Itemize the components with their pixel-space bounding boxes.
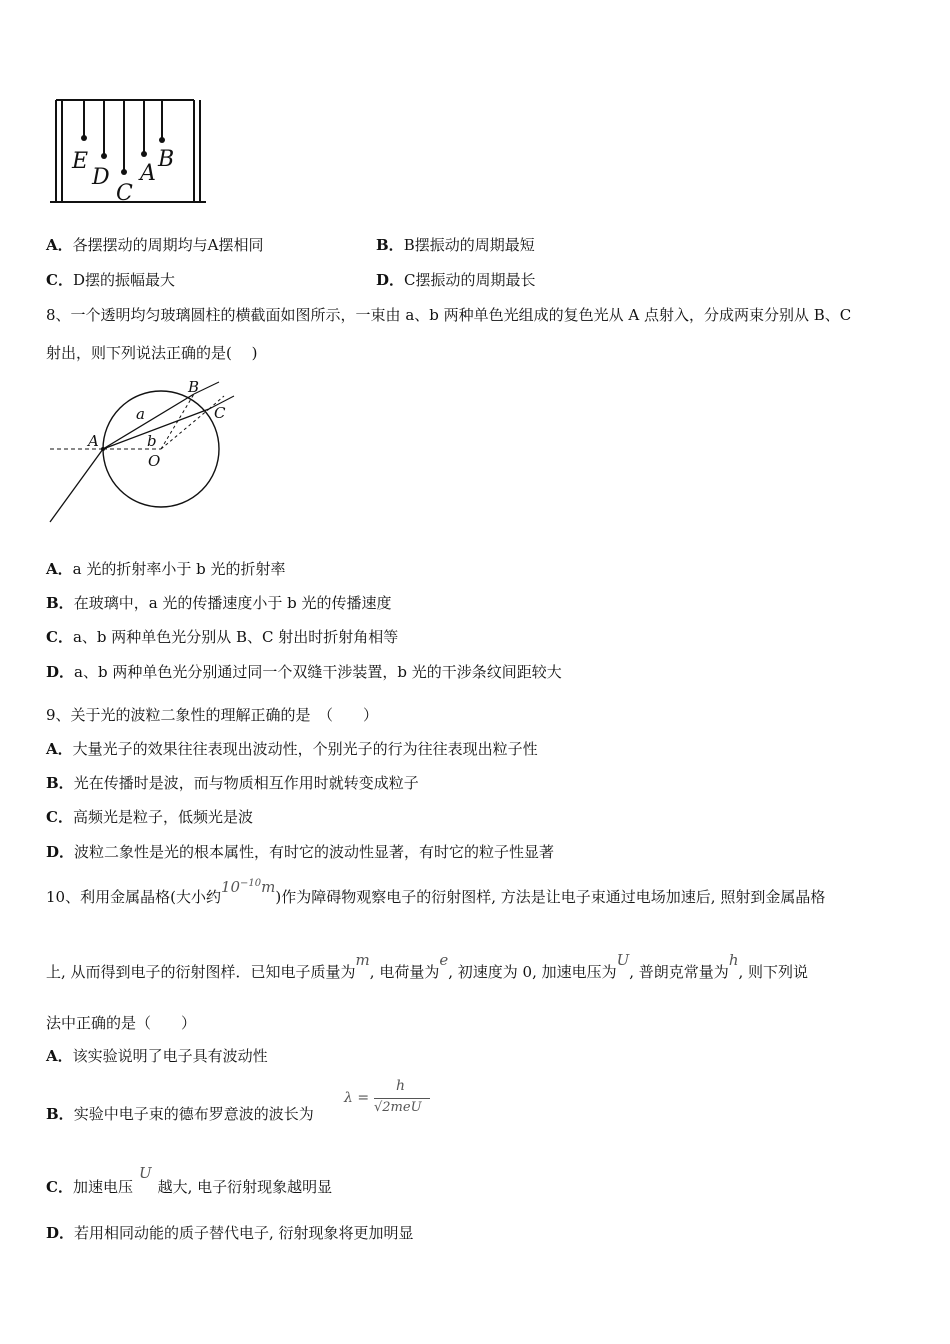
q10-option-a[interactable]: A．该实验说明了电子具有波动性: [46, 1047, 268, 1065]
q10-stem-line1: 10、利用金属晶格(大小约$10^{-10}m$)作为障碍物观察电子的衍射图样, 方法是让电子束通过电场加速后, 照射到金属晶格: [46, 878, 826, 906]
label-e: E: [72, 149, 89, 174]
q7-option-a[interactable]: A．各摆摆动的周期均与A摆相同: [46, 236, 264, 254]
q7-option-d[interactable]: D．C摆振动的周期最长: [376, 271, 536, 289]
q8-option-b[interactable]: B．在玻璃中，a 光的传播速度小于 b 光的传播速度: [46, 594, 392, 612]
q10-stem-line3: 法中正确的是（ ）: [46, 1014, 197, 1032]
q8-option-d[interactable]: D．a、b 两种单色光分别通过同一个双缝干涉装置，b 光的干涉条纹间距较大: [46, 663, 562, 681]
q8-stem-line2: 射出，则下列说法正确的是( ): [46, 344, 258, 362]
q9-option-a[interactable]: A．大量光子的效果往往表现出波动性，个别光子的行为往往表现出粒子性: [46, 740, 538, 758]
q9-stem: 9、关于光的波粒二象性的理解正确的是 （ ）: [46, 706, 379, 724]
q8-stem-line1: 8、一个透明均匀玻璃圆柱的横截面如图所示，一束由 a、b 两种单色光组成的复色光从 A 点射入，分成两束分别从 B、C: [46, 306, 852, 324]
q7-option-c[interactable]: C．D摆的振幅最大: [46, 271, 175, 289]
q9-option-c[interactable]: C．高频光是粒子，低频光是波: [46, 808, 253, 826]
fig-label-b-point: B: [188, 378, 200, 396]
fig-label-a-ray: a: [136, 405, 145, 423]
q8-option-a[interactable]: A．a 光的折射率小于 b 光的折射率: [46, 560, 286, 578]
q9-option-b[interactable]: B．光在传播时是波，而与物质相互作用时就转变成粒子: [46, 774, 419, 792]
label-d: D: [92, 165, 110, 190]
q8-option-c[interactable]: C．a、b 两种单色光分别从 B、C 射出时折射角相等: [46, 628, 399, 646]
fig-label-b-ray: b: [147, 432, 157, 450]
label-b: B: [158, 147, 175, 172]
label-a: A: [140, 161, 156, 186]
fig-label-c-point: C: [214, 404, 226, 422]
q7-option-b[interactable]: B．B摆振动的周期最短: [376, 236, 535, 254]
label-c: C: [116, 181, 133, 206]
q10-option-d[interactable]: D．若用相同动能的质子替代电子, 衍射现象将更加明显: [46, 1224, 414, 1242]
q10-option-b[interactable]: B．实验中电子束的德布罗意波的波长为: [46, 1105, 314, 1123]
fig-label-a-point: A: [88, 432, 99, 450]
pendulum-figure: [44, 96, 209, 206]
refraction-figure: [44, 374, 244, 526]
q10-stem-line2: 上, 从而得到电子的衍射图样．已知电子质量为m, 电荷量为e, 初速度为 0, 加速电压为U, 普朗克常量为h, 则下列说: [46, 951, 809, 981]
fig-label-o: O: [148, 452, 161, 470]
q9-option-d[interactable]: D．波粒二象性是光的根本属性，有时它的波动性显著，有时它的粒子性显著: [46, 843, 555, 861]
q10-option-c[interactable]: C．加速电压U越大, 电子衍射现象越明显: [46, 1164, 333, 1196]
